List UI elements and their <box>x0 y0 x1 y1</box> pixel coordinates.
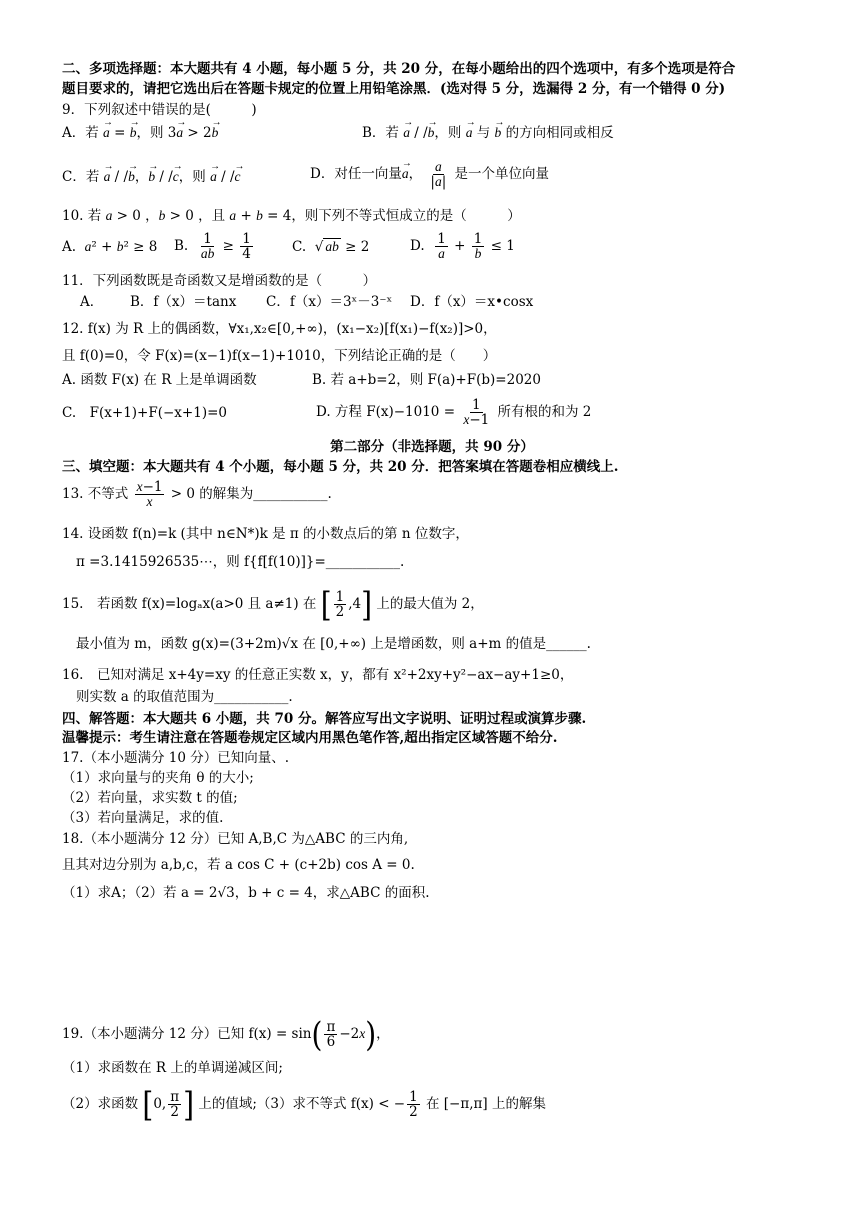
q10-stem: 10. 若 a > 0 ，b > 0 ，且 a + b = 4，则下列不等式恒成立的是（ ） <box>62 208 521 224</box>
q13: 13. 不等式 $\frac{x-1}{x}$ > 0 的解集为___________. <box>62 479 332 509</box>
q10-option-c: C. √ ab ≥ 2 <box>292 239 370 255</box>
q17-stem: 17.（本小题满分 10 分）已知向量、. <box>62 750 290 766</box>
q12-line2: 且 f(0)=0，令 F(x)=(x−1)f(x−1)+1010，下列结论正确的是（ ） <box>62 348 497 364</box>
q12-option-b: B. 若 a+b=2，则 F(a)+F(b)=2020 <box>312 372 541 388</box>
q11-option-d: D．f（x）＝x•cosx <box>410 294 534 310</box>
q17-part1: （1）求向量与的夹角 θ 的大小; <box>62 770 254 786</box>
section2-header-line2: 题目要求的，请把它选出后在答题卡规定的位置上用铅笔涂黑．(选对得 5 分，选漏得 2 分，有一个错得 0 分) <box>62 81 726 97</box>
q11-option-b: B．f（x）＝tanx <box>130 294 237 310</box>
q11-option-c: C．f（x）＝3ˣ－3⁻ˣ <box>266 294 393 310</box>
q14-line1: 14. 设函数 f(n)=k (其中 n∈N*)k 是 π 的小数点后的第 n 位数字， <box>62 526 469 542</box>
q10-option-d: D. $\frac{1}{a}$ + $\frac{1}{b}$ ≤ 1 <box>410 231 515 261</box>
q18-stem: 18.（本小题满分 12 分）已知 A,B,C 为△ABC 的三内角, <box>62 831 409 847</box>
q16-line2: 则实数 a 的取值范围为___________. <box>76 689 293 705</box>
q12-option-d: D. 方程 F(x)−1010 = $\frac{1}{x-1}$ 所有根的和为 2 <box>316 397 592 428</box>
q9-option-c: C．若 → a / /→ b，→ b / /→ c，则 → a / /→ c <box>62 168 241 186</box>
q19-stem: 19.（本小题满分 12 分）已知 f(x) = sin( $\frac{\pi}{6}$ −2x)， <box>62 1014 390 1054</box>
q17-part2: （2）若向量，求实数 t 的值; <box>62 790 238 806</box>
q12-option-c: C. F(x+1)+F(−x+1)=0 <box>62 405 227 421</box>
q19-part2-3: （2）求函数 [0, $\frac{\pi}{2}$ ] 上的值域;（3）求不等式 f(x) < − $\frac{1}{2}$ 在 [−π,π] 上的解集 <box>62 1084 546 1124</box>
q10-option-a: A. a² + b² ≥ 8 <box>62 239 158 255</box>
q14-line2: π =3.1415926535⋯，则 f{f[f(10)]}=___________. <box>76 554 405 570</box>
q15-line1: 15. 若函数 f(x)=logₐx(a>0 且 a≠1) 在 [ $\frac{1}{2}$ ,4] 上的最大值为 2， <box>62 584 484 624</box>
q18-line2: 且其对边分别为 a,b,c，若 a cos C + (c+2b) cos A = 0. <box>62 857 415 873</box>
q9-option-b: B．若 → a / /→ b，则 → a 与 → b 的方向相同或相反 <box>362 124 614 142</box>
q12-stem: 12. f(x) 为 R 上的偶函数，∀x₁,x₂∈[0,+∞)，(x₁−x₂)[f(x₁)−f(x₂)]>0， <box>62 321 497 337</box>
q10-option-b: B. $\frac{1}{ab}$ ≥ $\frac{1}{4}$ <box>174 231 251 262</box>
q9-option-d: D．对任一向量→ a， $\frac{a}{|a|}$ 是一个单位向量 <box>310 160 549 189</box>
section4-header: 四、解答题：本大题共 6 小题，共 70 分。解答应写出文字说明、证明过程或演算步骤. <box>62 711 587 727</box>
q11-option-a: A． <box>80 294 104 310</box>
section3-header: 三、填空题：本大题共有 4 个小题，每小题 5 分，共 20 分．把答案填在答题卷相应横线上. <box>62 459 619 475</box>
q15-line2: 最小值为 m，函数 g(x)=(3+2m)√x 在 [0,+∞) 上是增函数，则 a+m 的值是______. <box>76 636 591 652</box>
q9-stem: 9．下列叙述中错误的是( ) <box>62 102 257 118</box>
q12-option-a: A. 函数 F(x) 在 R 上是单调函数 <box>62 372 257 388</box>
section4-tip: 温馨提示：考生请注意在答题卷规定区域内用黑色笔作答,超出指定区域答题不给分. <box>62 730 558 746</box>
q16-line1: 16. 已知对满足 x+4y=xy 的任意正实数 x，y，都有 x²+2xy+y²−ax−ay+1≥0， <box>62 667 574 683</box>
part2-heading: 第二部分（非选择题，共 90 分） <box>330 439 534 455</box>
q19-part1: （1）求函数在 R 上的单调递减区间; <box>62 1060 283 1076</box>
q9-option-a: A．若 → a = → b，则 3→ a > 2→ b <box>62 124 218 142</box>
q11-stem: 11．下列函数既是奇函数又是增函数的是（ ） <box>62 273 377 289</box>
q18-line3: （1）求A；（2）若 a = 2√3，b + c = 4，求△ABC 的面积. <box>62 885 430 901</box>
section2-header-line1: 二、多项选择题：本大题共有 4 小题，每小题 5 分，共 20 分，在每小题给出的四个选项中，有多个选项是符合 <box>62 61 736 77</box>
q17-part3: （3）若向量满足，求的值. <box>62 810 224 826</box>
